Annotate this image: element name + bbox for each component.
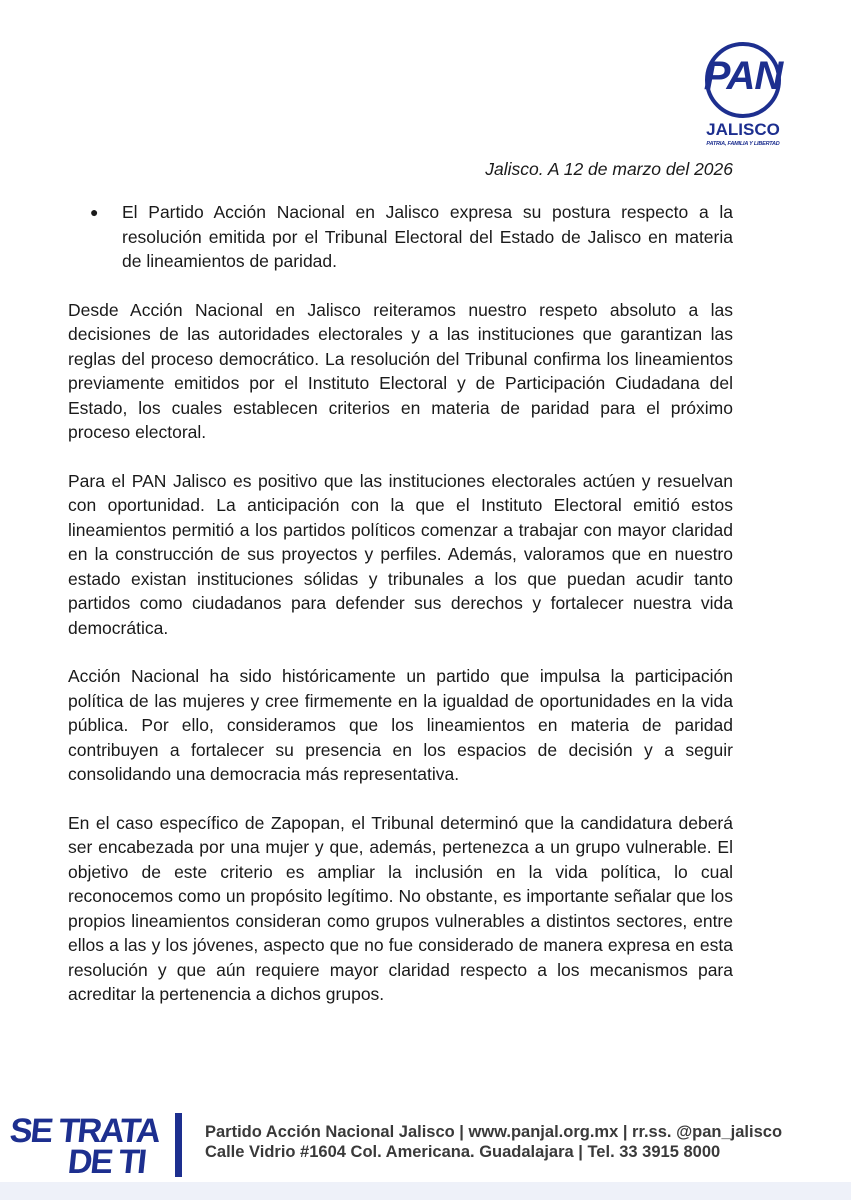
logo-state-text: JALISCO	[706, 120, 780, 139]
paragraph: Acción Nacional ha sido históricamente un partido que impulsa la participación política de las mujeres y cree firmemente en la igualdad de oportunidades en la vida pública. Por ello, consideramos que los lineamientos en materia de paridad contribuyen a fortalecer su presencia en los espacios de decisión y a seguir consolidando una democracia más representativa.	[68, 666, 733, 784]
paragraph: Para el PAN Jalisco es positivo que las instituciones electorales actúen y resuelvan con oportunidad. La anticipación con la que el Instituto Electoral emitió estos lineamientos permitió a los partidos políticos comenzar a trabajar con mayor claridad en la construcción de sus proyectos y perfiles. Además, valoramos que en nuestro estado existan instituciones sólidas y tribunales a los que puedan acudir tanto partidos como ciudadanos para defender sus derechos y fortalecer nuestra vida democrática.	[68, 470, 733, 638]
footer-slogan	[10, 1112, 160, 1182]
document-body	[68, 200, 733, 1031]
footer-divider	[175, 1113, 182, 1177]
pan-jalisco-logo	[696, 40, 790, 158]
footer-line-1: Partido Acción Nacional Jalisco | www.panjal.org.mx | rr.ss. @pan_jalisco	[205, 1123, 783, 1141]
logo-pan-text: PAN	[703, 54, 783, 98]
slogan-line-1: SE TRATA	[8, 1112, 161, 1150]
logo-motto-text: PATRIA, FAMILIA Y LIBERTAD	[706, 141, 780, 147]
footer-contact	[205, 1122, 782, 1162]
footer-line-2: Calle Vidrio #1604 Col. Americana. Guadalajara | Tel. 33 3915 8000	[205, 1143, 721, 1161]
paragraph: Desde Acción Nacional en Jalisco reiteramos nuestro respeto absoluto a las decisiones de las autoridades electorales y a las instituciones que garantizan las reglas del proceso democrático. La resolución del Tribunal confirma los lineamientos previamente emitidos por el Instituto Electoral y de Participación Ciudadana del Estado, los cuales establecen criterios en materia de paridad para el próximo proceso electoral.	[68, 299, 733, 442]
bullet-item	[90, 200, 733, 274]
bullet-dot-icon: ●	[90, 204, 99, 220]
dateline: Jalisco. A 12 de marzo del 2026	[485, 159, 733, 179]
paragraph: En el caso específico de Zapopan, el Tribunal determinó que la candidatura deberá ser encabezada por una mujer y que, además, pertenezca a un grupo vulnerable. El objetivo de este criterio es ampliar la inclusión en la vida política, lo cual reconocemos como un propósito legítimo. No obstante, es importante señalar que los propios lineamientos consideran como grupos vulnerables a distintos sectores, entre ellos a las y los jóvenes, aspecto que no fue considerado de manera expresa en esta resolución y que aún requiere mayor claridad respecto a los mecanismos para acreditar la pertenencia a dichos grupos.	[68, 812, 733, 1004]
slogan-line-2: DE TI	[66, 1143, 147, 1181]
bullet-text: El Partido Acción Nacional en Jalisco expresa su postura respecto a la resolución emitida por el Tribunal Electoral del Estado de Jalisco en materia de lineamientos de paridad.	[122, 202, 733, 271]
